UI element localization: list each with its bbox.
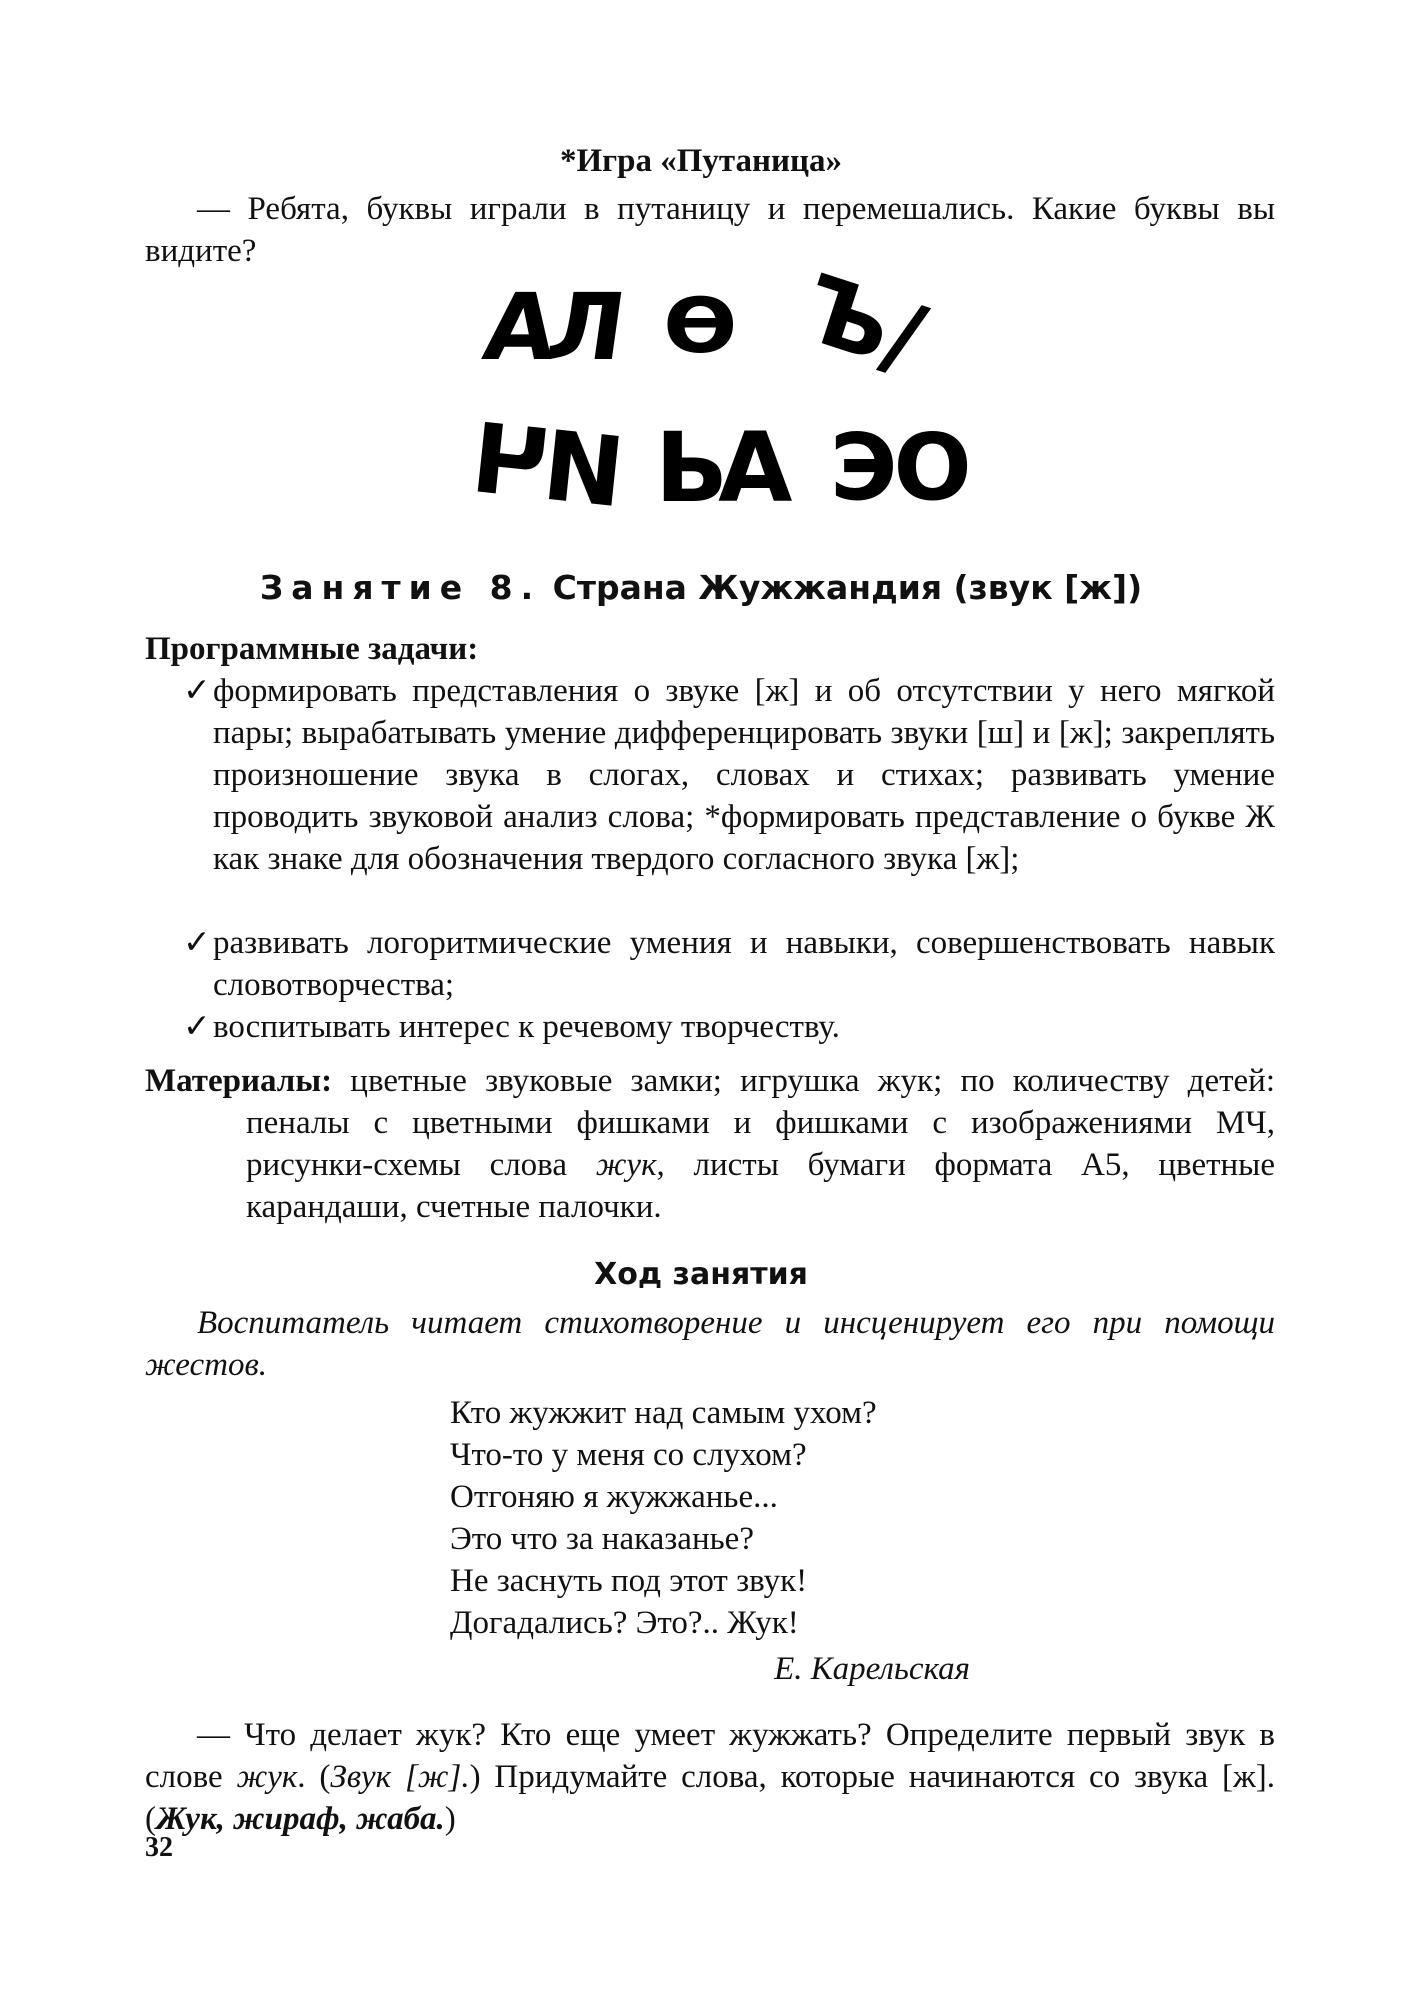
puzzle-letter-group: АЛ [477, 274, 625, 381]
closing-text: ) [444, 1801, 456, 1837]
poem-line: Что-то у меня со слухом? [450, 1437, 807, 1473]
tasks-heading: Программные задачи: [145, 631, 479, 667]
poem-line: Это что за наказанье? [450, 1521, 754, 1557]
task-text: воспитывать интерес к речевому творчеству. [213, 1009, 840, 1045]
closing-answer: Звук [ж]. [330, 1759, 470, 1795]
poem-line: Кто жужжит над самым ухом? [450, 1395, 877, 1431]
closing-paragraph [145, 1714, 1275, 1840]
lesson-number: Занятие 8. [259, 568, 542, 607]
closing-text: . ( [297, 1759, 331, 1795]
check-icon: ✓ [183, 673, 211, 709]
page-number: 32 [145, 1832, 173, 1863]
materials-text-end: , листы бумаги формата А5, цветные карандаши, счетные палочки. [246, 1147, 1275, 1225]
check-icon: ✓ [183, 1009, 211, 1045]
closing-word: жук [236, 1759, 298, 1795]
closing-text: ) Придумайте слова, которые начинаются со звука [ж]. ( [145, 1759, 1275, 1837]
materials-paragraph [145, 1060, 1275, 1228]
teacher-note: Воспитатель читает стихотворение и инсценирует его при помощи жестов. [145, 1305, 1275, 1383]
task-text: формировать представления о звуке [ж] и об отсутствии у него мягкой пары; вырабатывать умение дифференцировать звуки [ш] и [ж]; закреплять произношение звука в слогах, словах и стихах; развивать умение проводить звуковой анализ слова; *формировать представление о букве Ж как знаке для обозначения твердого согласного звука [ж]; [213, 673, 1275, 877]
task-text: развивать логоритмические умения и навыки, совершенствовать навык словотворчества; [213, 925, 1275, 1003]
task-item [183, 670, 1275, 880]
task-item [183, 1006, 1275, 1048]
poem-author: Е. Карельская [774, 1651, 970, 1687]
puzzle-letter-group: Ъ/ [789, 254, 937, 393]
check-icon: ✓ [183, 925, 211, 961]
lesson-title: Страна Жужжандия (звук [ж]) [552, 568, 1143, 607]
materials-text: цветные звуковые замки; игрушка жук; по количеству детей: пеналы с цветными фишками и фишками с изображениями МЧ, рисунки-схемы слова [246, 1063, 1275, 1183]
closing-answer: Жук, жираф, жаба. [156, 1801, 445, 1837]
poem-line: Не заснуть под этот звук! [450, 1563, 808, 1599]
materials-word: жук [595, 1147, 657, 1183]
course-heading: Ход занятия [594, 1257, 808, 1292]
puzzle-letter-group: ИЧ [472, 402, 630, 530]
closing-text: — Что делает жук? Кто еще умеет жужжать? Определите первый звук в слове [145, 1717, 1275, 1795]
poem-line: Отгоняю я жужжанье... [450, 1479, 778, 1515]
materials-label: Материалы: [145, 1063, 333, 1099]
lesson-heading [0, 566, 1402, 610]
game-intro-text: — Ребята, буквы играли в путаницу и перемешались. Какие буквы вы видите? [145, 191, 1275, 269]
game-title: *Игра «Путаница» [559, 143, 843, 179]
poem-line: Догадались? Это?.. Жук! [450, 1605, 799, 1641]
puzzle-letter-group: ЬА [655, 412, 783, 524]
task-item [183, 922, 1275, 1006]
puzzle-letter-group: ЭО [830, 414, 968, 521]
puzzle-letter-group: Ө [663, 281, 738, 370]
poem [450, 1392, 877, 1644]
